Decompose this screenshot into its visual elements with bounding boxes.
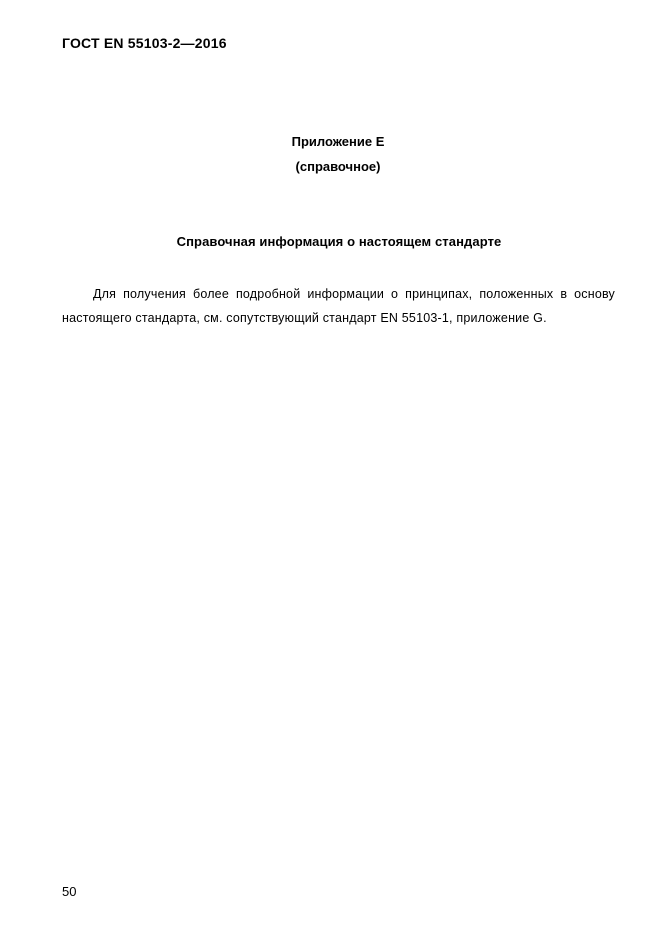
body-paragraph	[62, 282, 615, 330]
standard-code-header: ГОСТ EN 55103-2—2016	[62, 35, 227, 51]
section-heading: Справочная информация о настоящем стандарте	[176, 234, 502, 249]
annex-title: Приложение Е	[291, 134, 385, 149]
annex-subtitle: (справочное)	[295, 159, 381, 174]
paragraph-line-2: настоящего стандарта, см. сопутствующий стандарт EN 55103-1, приложение G.	[62, 311, 547, 325]
page-number: 50	[62, 884, 77, 899]
paragraph-line-1: Для получения более подробной информации о принципах, положенных в основу	[93, 287, 615, 301]
